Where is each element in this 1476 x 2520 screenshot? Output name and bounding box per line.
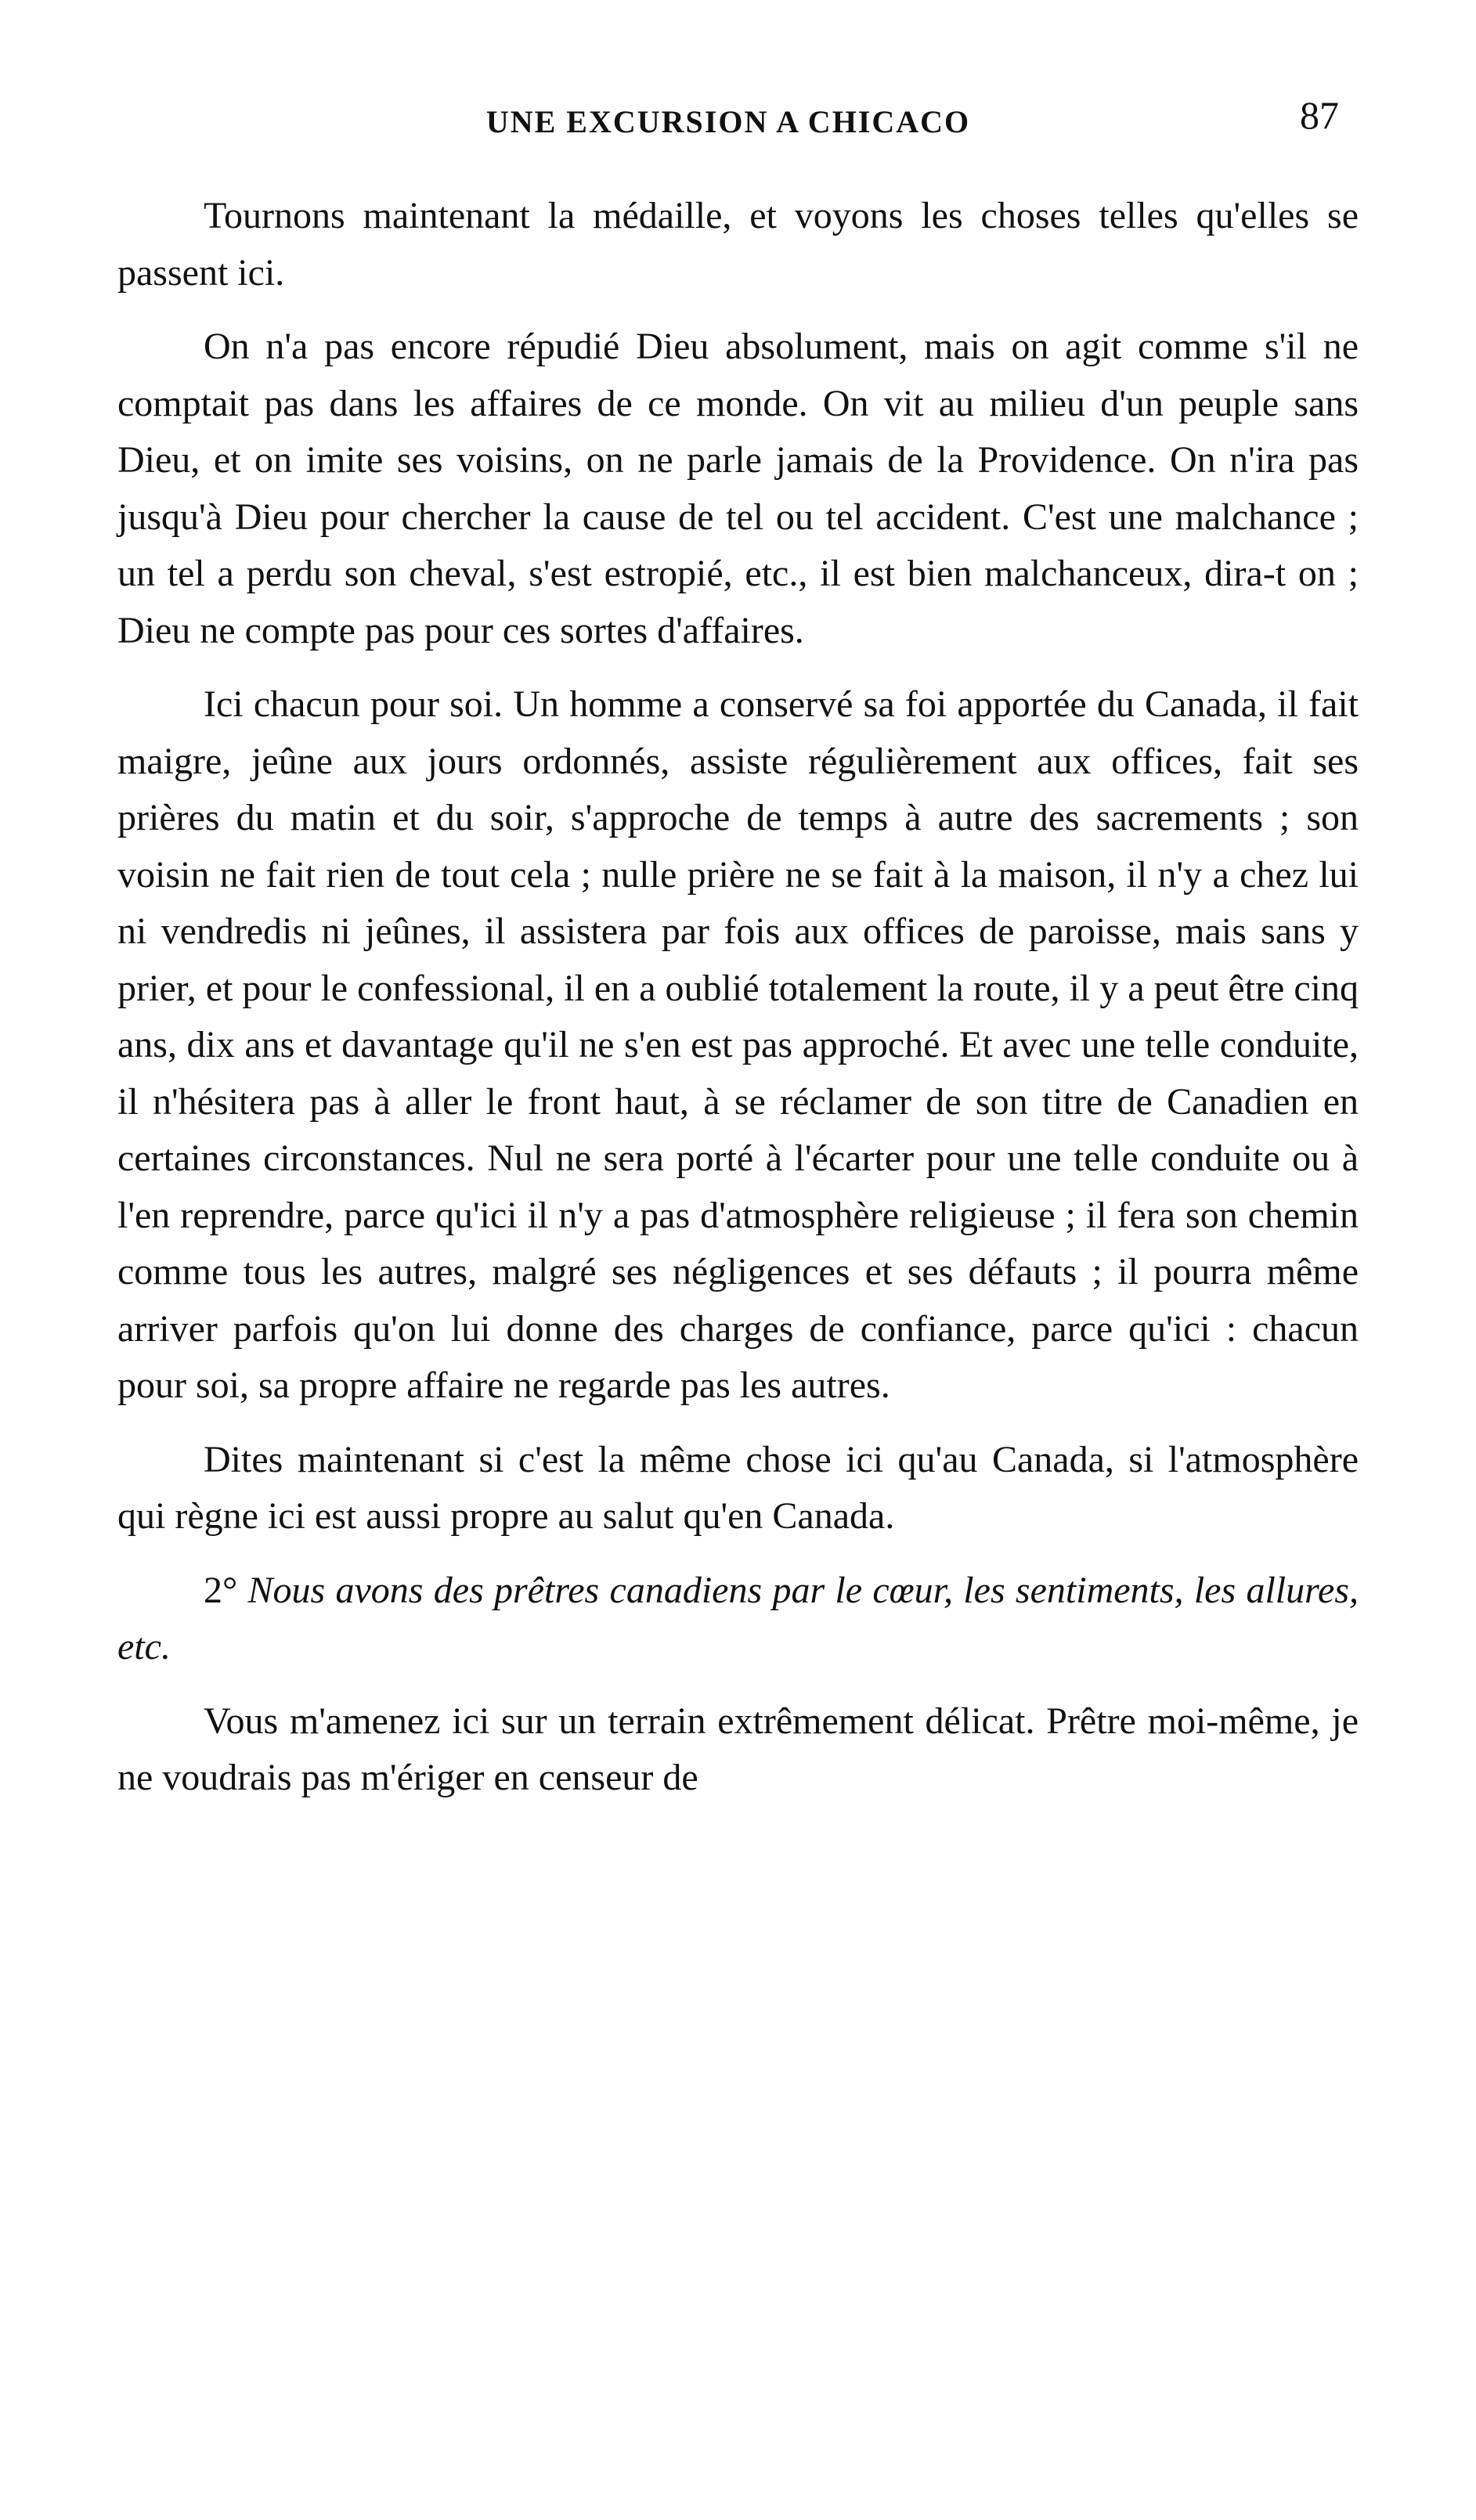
running-title: UNE EXCURSION A CHICACO [485,104,971,139]
section-heading [117,1563,1359,1676]
paragraph-5: Vous m'amenez ici sur un terrain extrêmement délicat. Prêtre moi-même, je ne voudrais pas m'ériger en censeur de [117,1700,1359,1798]
paragraph-1: Tournons maintenant la médaille, et voyons les choses telles qu'elles se passent ici. [117,195,1359,294]
page-number: 87 [1300,93,1339,137]
section-heading-text: Nous avons des prêtres canadiens par le cœur, les sentiments, les allures, etc. [117,1569,1359,1667]
paragraph-2: On n'a pas encore répudié Dieu absolument, mais on agit comme s'il ne comptait pas dans les affaires de ce monde. On vit au milieu d'un peuple sans Dieu, et on imite ses voisins, on ne parle jamais de la Providence. On n'ira pas jusqu'à Dieu pour chercher la cause de tel ou tel accident. C'est une malchance ; un tel a perdu son cheval, s'est estropié, etc., il est bien malchanceux, dira-t on ; Dieu ne compte pas pour ces sortes d'affaires. [117,326,1359,651]
paragraph-3: Ici chacun pour soi. Un homme a conservé sa foi apportée du Canada, il fait maigre, jeûne aux jours ordonnés, assiste régulièrement aux offices, fait ses prières du matin et du soir, s'approche de temps à autre des sacrements ; son voisin ne fait rien de tout cela ; nulle prière ne se fait à la maison, il n'y a chez lui ni vendredis ni jeûnes, il assistera par fois aux offices de paroisse, mais sans y prier, et pour le confessional, il en a oublié totalement la route, il y a peut être cinq ans, dix ans et davantage qu'il ne s'en est pas approché. Et avec une telle conduite, il n'hésitera pas à aller le front haut, à se réclamer de son titre de Canadien en certaines circonstances. Nul ne sera porté à l'écarter pour une telle conduite ou à l'en reprendre, parce qu'ici il n'y a pas d'atmosphère religieuse ; il fera son chemin comme tous les autres, malgré ses négligences et ses défauts ; il pourra même arriver parfois qu'on lui donne des charges de confiance, parce qu'ici : chacun pour soi, sa propre affaire ne regarde pas les autres. [117,683,1359,1406]
running-head [117,92,1339,155]
body-text [117,188,1359,1807]
section-number: 2° [204,1569,238,1611]
paragraph-4: Dites maintenant si c'est la même chose ici qu'au Canada, si l'atmosphère qui règne ici est aussi propre au salut qu'en Canada. [117,1438,1359,1537]
